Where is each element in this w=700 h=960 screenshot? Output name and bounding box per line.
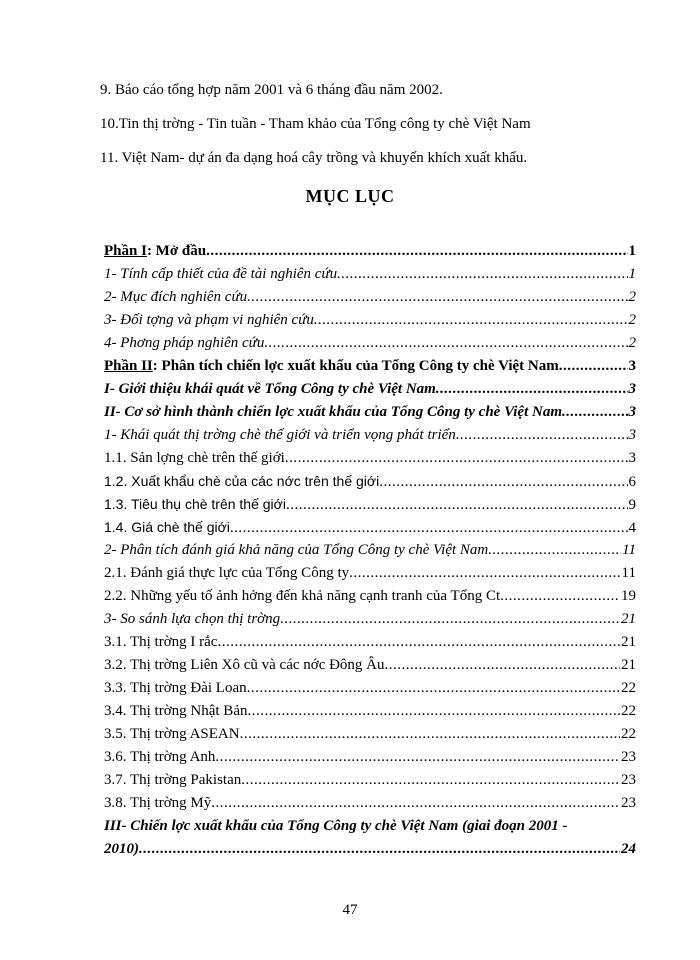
toc-page-number: 23 [621, 772, 636, 788]
toc-entry[interactable]: II- Cơ sở hình thành chiến lợc xuất khẩu của Tổng Công ty chè Việt Nam ..... 3 [104, 401, 636, 424]
toc-entry[interactable]: 2- Phân tích đánh giá khả năng của Tổng Công ty chè Việt Nam ..... 11 [104, 539, 636, 562]
toc-entry[interactable]: 2- Mục đích nghiên cứu ..... 2 [104, 286, 636, 309]
toc-entry[interactable]: 3.2. Thị trờng Liên Xô cũ và các nớc Đông Âu ..... 21 [104, 654, 636, 677]
leader-dots [247, 677, 620, 700]
toc-page-number: 11 [621, 565, 636, 581]
toc-page-number: 3 [628, 404, 636, 420]
toc-page-number: 4 [628, 520, 636, 536]
toc-entry[interactable]: 3.3. Thị trờng Đài Loan ..... 22 [104, 677, 636, 700]
toc-entry[interactable]: 2.1. Đánh giá thực lực của Tổng Công ty ..... 11 [104, 562, 636, 585]
toc-page-number: 23 [621, 795, 636, 811]
toc-entry[interactable]: 1- Tính cấp thiết của đề tài nghiên cứu ..... 1 [104, 263, 636, 286]
leader-dots [211, 792, 620, 815]
toc-page-number: 3 [628, 358, 636, 374]
toc-entry[interactable]: 1.1. Sản lợng chè trên thế giới ..... 3 [104, 447, 636, 470]
toc-page-number: 19 [621, 588, 636, 604]
toc-entry-line: III- Chiến lợc xuất khẩu của Tổng Công ty chè Việt Nam (giai đoạn 2001 - [104, 818, 568, 834]
leader-dots [337, 263, 627, 286]
toc-entry[interactable]: 2.2. Những yếu tố ảnh hởng đến khả năng cạnh tranh của Tổng Ct ..... 19 [104, 585, 636, 608]
toc-page-number: 1 [628, 243, 636, 259]
toc-page-number: 23 [621, 749, 636, 765]
toc-page-number: 24 [621, 841, 636, 857]
toc-page-number: 21 [621, 634, 636, 650]
toc-entry[interactable]: I- Giới thiệu khái quát về Tổng Công ty chè Việt Nam ..... 3 [104, 378, 636, 401]
reference-item: 9. Báo cáo tổng hợp năm 2001 và 6 tháng đầu năm 2002. [100, 82, 443, 98]
leader-dots [280, 608, 620, 631]
leader-dots [247, 700, 620, 723]
toc-page-number: 22 [621, 680, 636, 696]
table-of-contents [104, 240, 636, 861]
toc-page-number: 6 [628, 474, 636, 490]
page-number: 47 [342, 902, 358, 918]
toc-entry[interactable]: 3.6. Thị trờng Anh ..... 23 [104, 746, 636, 769]
leader-dots [206, 240, 627, 263]
leader-dots [215, 746, 620, 769]
toc-page-number: 2 [628, 335, 636, 351]
toc-page-number: 3 [628, 450, 636, 466]
toc-page-number: 1 [628, 266, 636, 282]
leader-dots [285, 447, 628, 470]
leader-dots [500, 585, 620, 608]
leader-dots [230, 517, 628, 539]
toc-page-number: 11 [622, 542, 636, 558]
toc-entry[interactable]: 3.5. Thị trờng ASEAN ..... 22 [104, 723, 636, 746]
toc-entry[interactable]: Phần II: Phân tích chiến lợc xuất khẩu của Tổng Công ty chè Việt Nam ..... 3 [104, 355, 636, 378]
reference-item: 10.Tin thị trờng - Tin tuần - Tham khảo của Tổng công ty chè Việt Nam [100, 116, 531, 132]
leader-dots [562, 401, 628, 424]
toc-page-number: 22 [621, 726, 636, 742]
toc-page-number: 2 [628, 289, 636, 305]
toc-entry[interactable]: 3.8. Thị trờng Mỹ ..... 23 [104, 792, 636, 815]
leader-dots [286, 494, 628, 516]
leader-dots [247, 286, 627, 309]
toc-entry[interactable]: 1.2. Xuất khẩu chè của các nớc trên thế giới ..... 6 [104, 470, 636, 493]
toc-entry[interactable]: 3- So sánh lựa chọn thị trờng ..... 21 [104, 608, 636, 631]
toc-entry[interactable]: Phần I: Mở đầu ..... 1 [104, 240, 636, 263]
toc-page-number: 3 [628, 427, 636, 443]
toc-page-number: 3 [628, 381, 636, 397]
leader-dots [559, 355, 628, 378]
leader-dots [456, 424, 628, 447]
toc-page-number: 22 [621, 703, 636, 719]
leader-dots [349, 562, 620, 585]
toc-page-number: 2 [628, 312, 636, 328]
toc-title: MỤC LỤC [305, 186, 395, 206]
leader-dots [436, 378, 628, 401]
toc-entry[interactable]: 1- Khái quát thị trờng chè thế giới và triển vọng phát triển ..... 3 [104, 424, 636, 447]
leader-dots [488, 539, 621, 562]
toc-entry[interactable]: 4- Phơng pháp nghiên cứu ..... 2 [104, 332, 636, 355]
toc-page-number: 9 [628, 497, 636, 513]
leader-dots [379, 471, 627, 493]
leader-dots [264, 332, 627, 355]
leader-dots [241, 769, 620, 792]
reference-list [100, 80, 660, 182]
toc-entry[interactable]: 3.1. Thị trờng I rắc ..... 21 [104, 631, 636, 654]
leader-dots [139, 838, 620, 861]
leader-dots [217, 631, 620, 654]
toc-page-number: 21 [621, 657, 636, 673]
toc-entry[interactable]: III- Chiến lợc xuất khẩu của Tổng Công ty chè Việt Nam (giai đoạn 2001 - 2010) ..... 24 [104, 815, 636, 861]
toc-entry[interactable]: 1.3. Tiêu thụ chè trên thế giới ..... 9 [104, 493, 636, 516]
toc-page-number: 21 [621, 611, 636, 627]
reference-item: 11. Việt Nam- dự án đa dạng hoá cây trồng và khuyến khích xuất khẩu. [100, 150, 528, 166]
leader-dots [240, 723, 620, 746]
leader-dots [314, 309, 628, 332]
toc-entry[interactable]: 3.4. Thị trờng Nhật Bản ..... 22 [104, 700, 636, 723]
toc-part-label: Phần I [104, 243, 147, 259]
toc-entry[interactable]: 3- Đối tợng và phạm vi nghiên cứu ..... 2 [104, 309, 636, 332]
toc-part-label: Phần II [104, 358, 153, 374]
toc-entry[interactable]: 1.4. Giá chè thế giới ..... 4 [104, 516, 636, 539]
leader-dots [385, 654, 620, 677]
toc-entry[interactable]: 3.7. Thị trờng Pakistan ..... 23 [104, 769, 636, 792]
